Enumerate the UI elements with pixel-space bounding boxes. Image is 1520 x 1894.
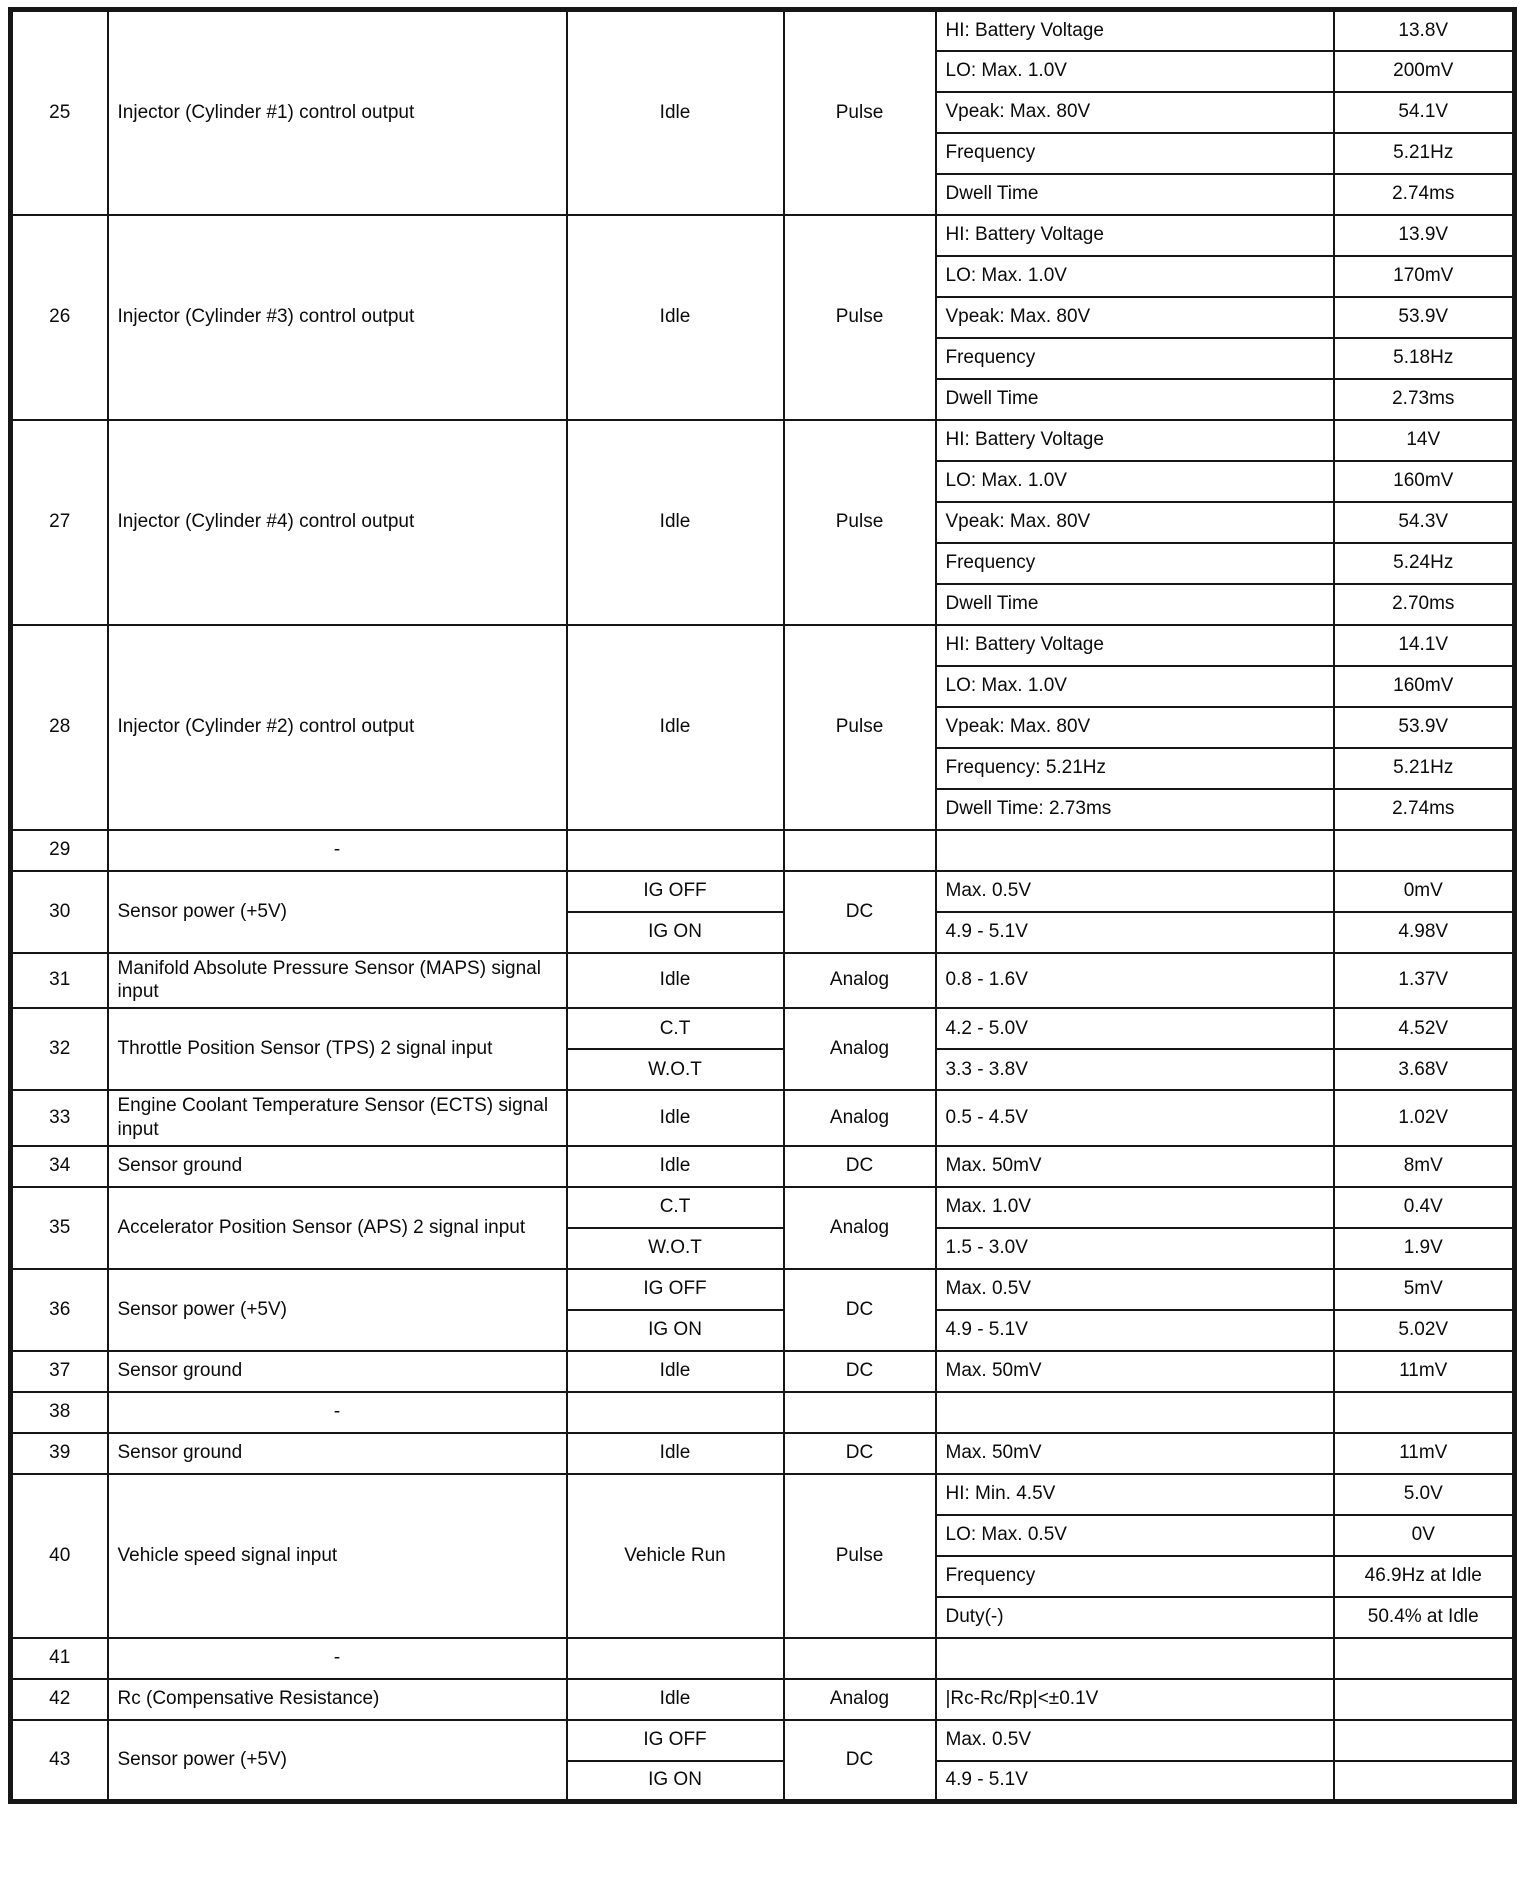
condition-cell: IG OFF (567, 1720, 784, 1761)
value-cell (1334, 1761, 1515, 1802)
value-cell: 46.9Hz at Idle (1334, 1556, 1515, 1597)
signal-type-cell: DC (784, 1351, 936, 1392)
value-cell: 0V (1334, 1515, 1515, 1556)
specification-cell: Max. 50mV (936, 1351, 1334, 1392)
value-cell: 50.4% at Idle (1334, 1597, 1515, 1638)
value-cell: 14.1V (1334, 625, 1515, 666)
table-row (11, 1187, 1515, 1228)
specification-cell (936, 830, 1334, 871)
signal-type-cell: Pulse (784, 1474, 936, 1638)
value-cell: 13.9V (1334, 215, 1515, 256)
pin-cell: 25 (11, 10, 108, 215)
value-cell: 3.68V (1334, 1049, 1515, 1090)
specification-cell: 3.3 - 3.8V (936, 1049, 1334, 1090)
specification-cell: Dwell Time: 2.73ms (936, 789, 1334, 830)
pin-cell: 35 (11, 1187, 108, 1269)
condition-cell: IG OFF (567, 871, 784, 912)
specification-cell: Dwell Time (936, 174, 1334, 215)
table-row (11, 1351, 1515, 1392)
pin-cell: 40 (11, 1474, 108, 1638)
condition-cell: Idle (567, 953, 784, 1009)
value-cell: 0mV (1334, 871, 1515, 912)
specification-cell: HI: Min. 4.5V (936, 1474, 1334, 1515)
pin-cell: 43 (11, 1720, 108, 1802)
signal-type-cell: DC (784, 871, 936, 953)
value-cell: 160mV (1334, 461, 1515, 502)
specification-cell: HI: Battery Voltage (936, 215, 1334, 256)
pin-cell: 32 (11, 1008, 108, 1090)
signal-type-cell: Analog (784, 1008, 936, 1090)
pin-specification-table (8, 7, 1517, 1804)
description-cell: - (108, 1392, 567, 1433)
condition-cell: Idle (567, 10, 784, 215)
specification-cell: |Rc-Rc/Rp|<±0.1V (936, 1679, 1334, 1720)
condition-cell: Idle (567, 420, 784, 625)
specification-cell: 4.9 - 5.1V (936, 1761, 1334, 1802)
specification-cell: LO: Max. 1.0V (936, 51, 1334, 92)
value-cell (1334, 1392, 1515, 1433)
table-row (11, 215, 1515, 256)
value-cell: 160mV (1334, 666, 1515, 707)
specification-cell: Vpeak: Max. 80V (936, 297, 1334, 338)
condition-cell: Idle (567, 625, 784, 830)
specification-cell: Frequency: 5.21Hz (936, 748, 1334, 789)
description-cell: Sensor power (+5V) (108, 1720, 567, 1802)
specification-cell: Frequency (936, 543, 1334, 584)
value-cell: 11mV (1334, 1433, 1515, 1474)
table-row (11, 420, 1515, 461)
condition-cell (567, 1392, 784, 1433)
signal-type-cell: DC (784, 1146, 936, 1187)
spec-table-body (11, 10, 1515, 1802)
table-row (11, 1146, 1515, 1187)
specification-cell: Frequency (936, 1556, 1334, 1597)
value-cell: 8mV (1334, 1146, 1515, 1187)
condition-cell: C.T (567, 1008, 784, 1049)
signal-type-cell: Pulse (784, 215, 936, 420)
table-row (11, 953, 1515, 1009)
signal-type-cell (784, 1638, 936, 1679)
signal-type-cell (784, 830, 936, 871)
description-cell: Sensor ground (108, 1351, 567, 1392)
table-row (11, 1392, 1515, 1433)
specification-cell: Dwell Time (936, 584, 1334, 625)
specification-cell: 4.9 - 5.1V (936, 912, 1334, 953)
value-cell: 14V (1334, 420, 1515, 461)
table-row (11, 1638, 1515, 1679)
value-cell: 11mV (1334, 1351, 1515, 1392)
value-cell: 5.21Hz (1334, 748, 1515, 789)
description-cell: Manifold Absolute Pressure Sensor (MAPS) signal input (108, 953, 567, 1009)
value-cell: 2.70ms (1334, 584, 1515, 625)
table-row (11, 1090, 1515, 1146)
value-cell: 5.18Hz (1334, 338, 1515, 379)
specification-cell: LO: Max. 1.0V (936, 256, 1334, 297)
signal-type-cell: Analog (784, 1679, 936, 1720)
pin-cell: 36 (11, 1269, 108, 1351)
signal-type-cell: Pulse (784, 625, 936, 830)
table-row (11, 1433, 1515, 1474)
table-row (11, 1269, 1515, 1310)
description-cell: Sensor ground (108, 1146, 567, 1187)
description-cell: Throttle Position Sensor (TPS) 2 signal input (108, 1008, 567, 1090)
specification-cell: Max. 0.5V (936, 871, 1334, 912)
condition-cell: IG OFF (567, 1269, 784, 1310)
signal-type-cell: DC (784, 1433, 936, 1474)
value-cell: 1.37V (1334, 953, 1515, 1009)
table-row (11, 1679, 1515, 1720)
specification-cell: Max. 0.5V (936, 1269, 1334, 1310)
description-cell: Sensor ground (108, 1433, 567, 1474)
condition-cell (567, 1638, 784, 1679)
specification-cell: Max. 0.5V (936, 1720, 1334, 1761)
specification-cell: LO: Max. 0.5V (936, 1515, 1334, 1556)
condition-cell: W.O.T (567, 1049, 784, 1090)
value-cell: 54.1V (1334, 92, 1515, 133)
description-cell: Engine Coolant Temperature Sensor (ECTS) signal input (108, 1090, 567, 1146)
condition-cell: Idle (567, 1433, 784, 1474)
table-row (11, 830, 1515, 871)
specification-cell: 4.9 - 5.1V (936, 1310, 1334, 1351)
value-cell: 2.74ms (1334, 789, 1515, 830)
value-cell: 5.21Hz (1334, 133, 1515, 174)
value-cell: 53.9V (1334, 297, 1515, 338)
condition-cell: Idle (567, 215, 784, 420)
description-cell: Sensor power (+5V) (108, 1269, 567, 1351)
value-cell: 13.8V (1334, 10, 1515, 51)
value-cell (1334, 830, 1515, 871)
condition-cell: W.O.T (567, 1228, 784, 1269)
value-cell: 5.0V (1334, 1474, 1515, 1515)
pin-cell: 26 (11, 215, 108, 420)
condition-cell: Idle (567, 1351, 784, 1392)
value-cell: 2.74ms (1334, 174, 1515, 215)
specification-cell: Max. 50mV (936, 1433, 1334, 1474)
specification-cell: 4.2 - 5.0V (936, 1008, 1334, 1049)
description-cell: Accelerator Position Sensor (APS) 2 signal input (108, 1187, 567, 1269)
signal-type-cell: Pulse (784, 10, 936, 215)
signal-type-cell: Pulse (784, 420, 936, 625)
pin-cell: 28 (11, 625, 108, 830)
value-cell: 2.73ms (1334, 379, 1515, 420)
value-cell: 5.24Hz (1334, 543, 1515, 584)
description-cell: Rc (Compensative Resistance) (108, 1679, 567, 1720)
condition-cell: Idle (567, 1679, 784, 1720)
pin-cell: 39 (11, 1433, 108, 1474)
description-cell: - (108, 1638, 567, 1679)
signal-type-cell: Analog (784, 1090, 936, 1146)
condition-cell: IG ON (567, 1761, 784, 1802)
specification-cell: Duty(-) (936, 1597, 1334, 1638)
specification-cell: HI: Battery Voltage (936, 10, 1334, 51)
specification-cell: Dwell Time (936, 379, 1334, 420)
signal-type-cell: DC (784, 1720, 936, 1802)
table-row (11, 625, 1515, 666)
specification-cell: Vpeak: Max. 80V (936, 92, 1334, 133)
pin-cell: 38 (11, 1392, 108, 1433)
condition-cell: Vehicle Run (567, 1474, 784, 1638)
specification-cell: LO: Max. 1.0V (936, 461, 1334, 502)
specification-cell: Vpeak: Max. 80V (936, 707, 1334, 748)
pin-cell: 42 (11, 1679, 108, 1720)
value-cell: 5mV (1334, 1269, 1515, 1310)
value-cell (1334, 1638, 1515, 1679)
signal-type-cell: Analog (784, 1187, 936, 1269)
pin-cell: 37 (11, 1351, 108, 1392)
signal-type-cell (784, 1392, 936, 1433)
condition-cell (567, 830, 784, 871)
value-cell: 1.02V (1334, 1090, 1515, 1146)
condition-cell: Idle (567, 1146, 784, 1187)
table-row (11, 1720, 1515, 1761)
specification-cell (936, 1638, 1334, 1679)
value-cell: 170mV (1334, 256, 1515, 297)
value-cell: 5.02V (1334, 1310, 1515, 1351)
value-cell: 0.4V (1334, 1187, 1515, 1228)
table-row (11, 871, 1515, 912)
pin-cell: 31 (11, 953, 108, 1009)
pin-cell: 33 (11, 1090, 108, 1146)
description-cell: Injector (Cylinder #1) control output (108, 10, 567, 215)
value-cell (1334, 1679, 1515, 1720)
table-row (11, 10, 1515, 51)
condition-cell: Idle (567, 1090, 784, 1146)
specification-cell: Frequency (936, 338, 1334, 379)
specification-cell: HI: Battery Voltage (936, 625, 1334, 666)
signal-type-cell: Analog (784, 953, 936, 1009)
value-cell: 200mV (1334, 51, 1515, 92)
table-row (11, 1008, 1515, 1049)
value-cell: 53.9V (1334, 707, 1515, 748)
description-cell: Vehicle speed signal input (108, 1474, 567, 1638)
specification-cell: 1.5 - 3.0V (936, 1228, 1334, 1269)
condition-cell: C.T (567, 1187, 784, 1228)
description-cell: Injector (Cylinder #2) control output (108, 625, 567, 830)
value-cell: 1.9V (1334, 1228, 1515, 1269)
table-row (11, 1474, 1515, 1515)
specification-cell: Vpeak: Max. 80V (936, 502, 1334, 543)
pin-cell: 34 (11, 1146, 108, 1187)
description-cell: Injector (Cylinder #3) control output (108, 215, 567, 420)
specification-cell: HI: Battery Voltage (936, 420, 1334, 461)
description-cell: - (108, 830, 567, 871)
condition-cell: IG ON (567, 1310, 784, 1351)
specification-cell: Frequency (936, 133, 1334, 174)
condition-cell: IG ON (567, 912, 784, 953)
pin-cell: 30 (11, 871, 108, 953)
value-cell: 4.98V (1334, 912, 1515, 953)
signal-type-cell: DC (784, 1269, 936, 1351)
specification-cell: LO: Max. 1.0V (936, 666, 1334, 707)
pin-cell: 29 (11, 830, 108, 871)
specification-cell: Max. 1.0V (936, 1187, 1334, 1228)
value-cell: 54.3V (1334, 502, 1515, 543)
specification-cell: 0.8 - 1.6V (936, 953, 1334, 1009)
pin-cell: 27 (11, 420, 108, 625)
value-cell: 4.52V (1334, 1008, 1515, 1049)
description-cell: Injector (Cylinder #4) control output (108, 420, 567, 625)
pin-cell: 41 (11, 1638, 108, 1679)
specification-cell: 0.5 - 4.5V (936, 1090, 1334, 1146)
specification-cell: Max. 50mV (936, 1146, 1334, 1187)
specification-cell (936, 1392, 1334, 1433)
description-cell: Sensor power (+5V) (108, 871, 567, 953)
value-cell (1334, 1720, 1515, 1761)
